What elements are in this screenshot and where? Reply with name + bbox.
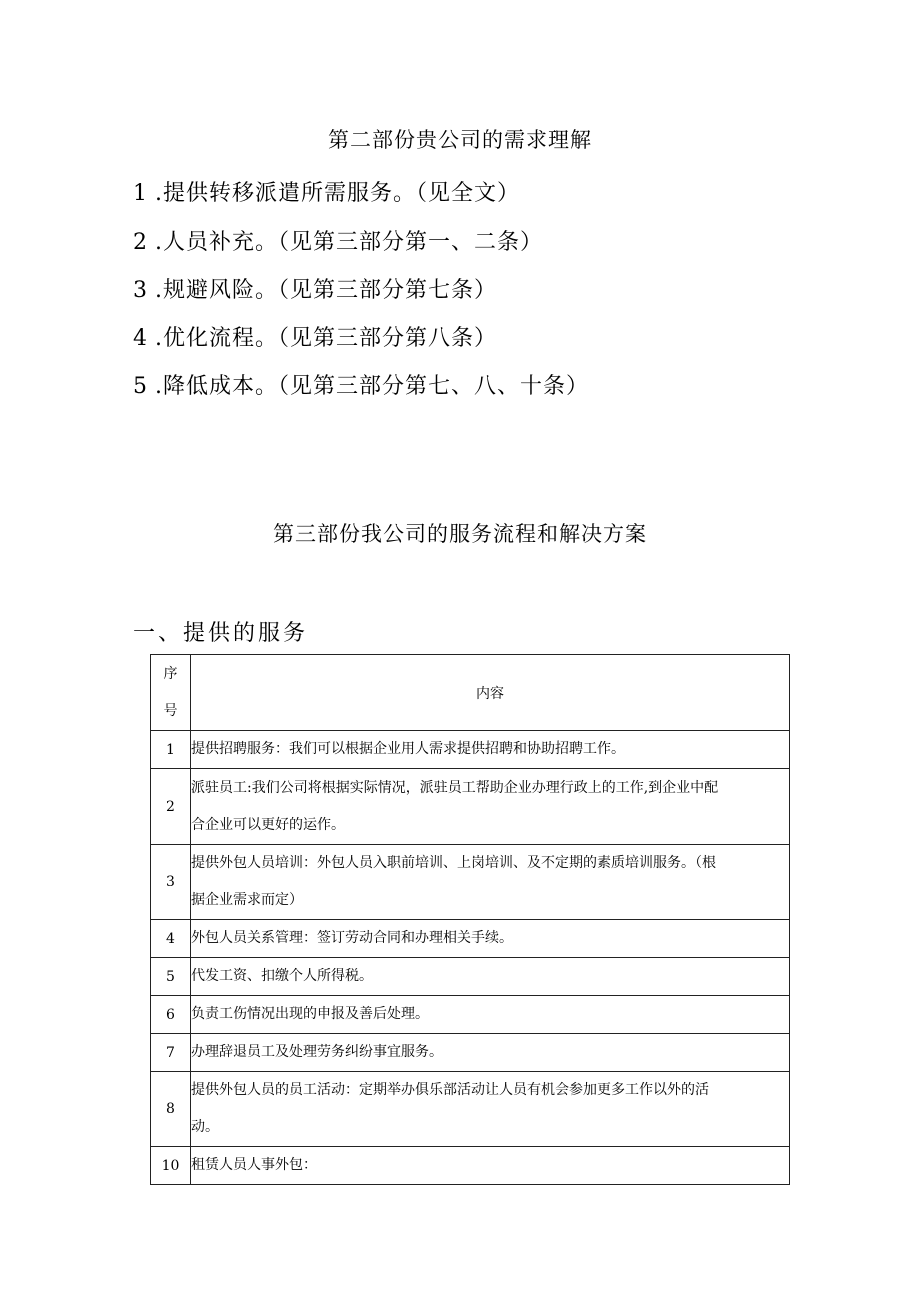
list-item: [133, 176, 520, 207]
table-row: [151, 769, 790, 845]
row-content: 代发工资、扣缴个人所得税。: [191, 958, 790, 996]
row-content: [191, 845, 790, 920]
row-content-line: 派驻员工:我们公司将根据实际情况，派驻员工帮助企业办理行政上的工作,到企业中配: [191, 779, 719, 796]
services-table: [150, 654, 790, 1185]
list-item-number: 3: [133, 278, 148, 303]
table-row: [151, 920, 790, 958]
row-number: 3: [151, 845, 191, 920]
row-content-line: 据企业需求而定）: [191, 892, 303, 908]
row-number: 2: [151, 769, 191, 845]
row-content-line: 合企业可以更好的运作。: [191, 816, 345, 833]
row-content: [191, 769, 790, 845]
row-number: 7: [151, 1034, 191, 1072]
row-content: [191, 1072, 790, 1147]
row-number: 6: [151, 996, 191, 1034]
row-number: 8: [151, 1072, 191, 1147]
list-item-text: .优化流程。（见第三部分第八条）: [155, 326, 497, 351]
list-item-number: 2: [133, 230, 148, 255]
row-content: 提供招聘服务：我们可以根据企业用人需求提供招聘和协助招聘工作。: [191, 731, 790, 769]
row-number: 10: [151, 1147, 191, 1185]
part3-title: 第三部份我公司的服务流程和解决方案: [273, 522, 647, 546]
list-item: [133, 273, 497, 304]
table-row: [151, 1072, 790, 1147]
section-heading: 一、提供的服务: [133, 621, 309, 646]
header-content-cell: 内容: [191, 655, 790, 731]
row-content-line: 提供外包人员的员工活动：定期举办俱乐部活动让人员有机会参加更多工作以外的活: [191, 1082, 709, 1098]
row-content: 外包人员关系管理：签订劳动合同和办理相关手续。: [191, 920, 790, 958]
row-content: 办理辞退员工及处理劳务纠纷事宜服务。: [191, 1034, 790, 1072]
table-row: [151, 845, 790, 920]
table-row: [151, 1034, 790, 1072]
table-row: [151, 958, 790, 996]
list-item-number: 5: [133, 374, 148, 399]
header-number-line1: 序: [163, 665, 178, 682]
row-content: 负责工伤情况出现的申报及善后处理。: [191, 996, 790, 1034]
header-number-cell: [151, 655, 191, 731]
part2-title: 第二部份贵公司的需求理解: [328, 128, 592, 152]
table-header-row: [151, 655, 790, 731]
list-item-text: .人员补充。（见第三部分第一、二条）: [155, 230, 543, 255]
list-item-number: 1: [133, 181, 148, 206]
row-number: 1: [151, 731, 191, 769]
list-item: [133, 369, 589, 400]
list-item-text: .规避风险。（见第三部分第七条）: [155, 278, 497, 303]
row-number: 4: [151, 920, 191, 958]
header-number-line2: 号: [163, 702, 178, 719]
list-item: [133, 225, 543, 256]
row-content-line: 提供外包人员培训：外包人员入职前培训、上岗培训、及不定期的素质培训服务。（根: [191, 855, 716, 871]
list-item-number: 4: [133, 326, 148, 351]
table-row: [151, 731, 790, 769]
list-item-text: .提供转移派遣所需服务。（见全文）: [155, 181, 520, 206]
table-row: [151, 996, 790, 1034]
row-content: 租赁人员人事外包：: [191, 1147, 790, 1185]
list-item-text: .降低成本。（见第三部分第七、八、十条）: [155, 374, 589, 399]
table-row: [151, 1147, 790, 1185]
row-number: 5: [151, 958, 191, 996]
row-content-line: 动。: [191, 1119, 219, 1135]
list-item: [133, 321, 497, 352]
